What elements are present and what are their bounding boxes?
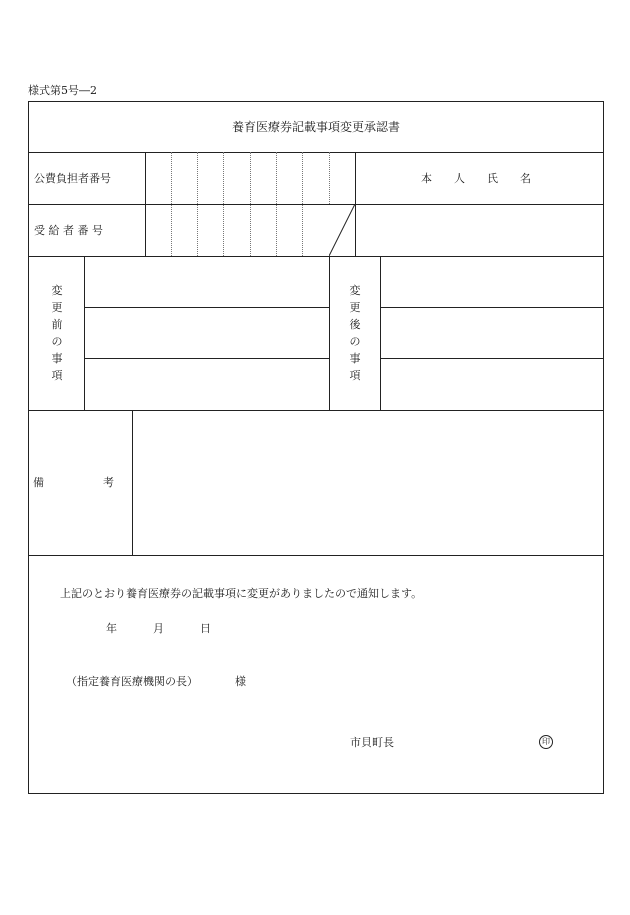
remarks-label-left: 備	[33, 476, 44, 489]
rule-after-payer	[28, 204, 604, 205]
date-month: 月	[153, 622, 164, 635]
after-row-rule	[380, 358, 604, 359]
digit-divider	[223, 152, 224, 256]
after-char: 更	[349, 301, 361, 314]
before-row-rule	[84, 307, 329, 308]
digit-divider	[250, 152, 251, 256]
before-char: 事	[51, 352, 63, 365]
after-char: 項	[349, 369, 361, 382]
honorific: 様	[235, 675, 246, 688]
digit-divider	[171, 152, 172, 256]
rule-after-title	[28, 152, 604, 153]
remarks-divider	[132, 410, 133, 555]
divider-after-label-left	[329, 256, 330, 410]
notice-body: 上記のとおり養育医療券の記載事項に変更がありましたので通知します。	[60, 587, 423, 600]
before-char: 更	[51, 301, 63, 314]
after-row-rule	[380, 307, 604, 308]
after-items-label	[348, 282, 362, 384]
divider-number-label	[145, 152, 146, 256]
rule-after-recipient	[28, 256, 604, 257]
before-char: 変	[51, 284, 63, 297]
after-char: 変	[349, 284, 361, 297]
before-row-rule	[84, 358, 329, 359]
date-day: 日	[200, 622, 211, 635]
date-year: 年	[106, 622, 117, 635]
before-items-label	[50, 282, 64, 384]
after-char: 事	[349, 352, 361, 365]
digit-divider	[197, 152, 198, 256]
rule-after-changes	[28, 410, 604, 411]
form-title: 養育医療券記載事項変更承認書	[231, 120, 400, 134]
divider-after-label-right	[380, 256, 381, 410]
addressee: （指定養育医療機関の長）	[66, 675, 198, 688]
recipient-number-label: 受 給 者 番 号	[34, 224, 103, 237]
before-char: 前	[51, 318, 63, 331]
digit-divider	[276, 152, 277, 256]
rule-after-remarks	[28, 555, 604, 556]
digit-divider	[302, 152, 303, 256]
recipient-diagonal	[329, 204, 356, 256]
divider-before-label	[84, 256, 85, 410]
before-char: 項	[51, 369, 63, 382]
digit-divider	[329, 152, 330, 204]
form-number: 様式第5号―2	[28, 84, 97, 97]
before-char: の	[51, 335, 63, 348]
person-name-label: 本 人 氏 名	[421, 172, 531, 185]
seal-mark: 印	[539, 735, 553, 749]
remarks-label-right: 考	[103, 476, 114, 489]
after-char: 後	[349, 318, 361, 331]
payer-number-label: 公費負担者番号	[34, 172, 111, 185]
issuer: 市貝町長	[350, 736, 394, 749]
after-char: の	[349, 335, 361, 348]
